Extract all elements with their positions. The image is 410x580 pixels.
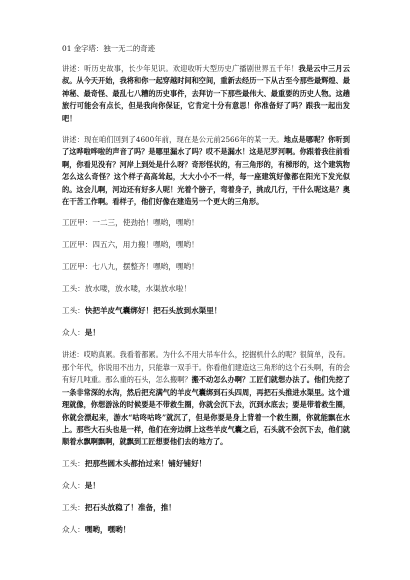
narration-paragraph — [62, 63, 350, 125]
speaker-label: 工匠甲： — [62, 240, 93, 250]
speaker-label: 工头： — [62, 502, 85, 512]
speaker-label: 众人： — [62, 524, 85, 534]
speaker-label: 工头： — [62, 458, 85, 468]
speaker-label: 讲述： — [62, 350, 84, 360]
speaker-label: 工头： — [62, 284, 85, 294]
narration-paragraph — [62, 349, 350, 448]
emphasized-text: 搬不动怎么办啊？工匠们就想办法了。他们先挖了一条非常深的水沟，然后把充满气的羊皮气囊绑到石头四周，再把石头推进水渠里。这个道理就像，你想游泳的时候要是不带救生圈，你就会沉下去，沉到水底去；要是带着救生圈，你就会漂起来，游水“咕咚咕咚”就沉了，但是你要是身上背着一个救生圈，你就能飘在水上。那些大石头也是一样，他们在旁边绑上这些羊皮气囊之后，石头就不会沉下去，他们就顺着水飘啊飘啊，就飘到工匠想要他们去的地方了。 — [62, 375, 350, 447]
line-text: 七八九，摆整齐！嘿哟，嘿哟！ — [92, 262, 199, 272]
dialogue-line — [62, 480, 350, 491]
dialogue-line — [62, 305, 350, 316]
narration-paragraph — [62, 134, 350, 208]
emphasized-text: 把那些圆木头都抬过来！铺好铺好！ — [84, 458, 207, 468]
line-text: 一二三，使劲抬！嘿哟，嘿哟！ — [92, 218, 199, 228]
line-text: 四五六，用力搬！嘿哟，嘿哟！ — [92, 240, 199, 250]
line-text: 哎哟真累。我看着都累。为什么不用大吊车什么，挖掘机什么的呢？很简单，没有。那个年代，你说用不出力，只能靠一双手干。你看他们建造这三角形的这个石头啊，有的会有好几吨重。那么重的石头，怎么搬啊？ — [62, 350, 350, 385]
emphasized-text: 是！ — [84, 480, 100, 490]
emphasized-text: 把石头放稳了！准备，推！ — [84, 502, 176, 512]
speaker-label: 众人： — [62, 328, 85, 338]
dialogue-line — [62, 502, 350, 513]
document-body — [62, 63, 350, 535]
speaker-label: 工头： — [62, 306, 85, 316]
dialogue-line — [62, 327, 350, 338]
emphasized-text: 是！ — [84, 328, 100, 338]
dialogue-line — [62, 217, 350, 228]
dialogue-line — [62, 283, 350, 294]
emphasized-text: 快把羊皮气囊绑好！把石头放到水渠里！ — [84, 306, 222, 316]
emphasized-text: 地点是哪呢？你听到了这哗啦哗啦的声音了吗？是哪里漏水了吗？哎不是漏水！这是尼罗河啊。你跟着我往前看啊，你看见没有？河岸上到处是什么呀？奇形怪状的，有三角形的，有梯形的，这个建筑物怎么这么奇怪？这个样子高高耸起，大大小小不一样，每一座建筑好像都在阳光下发光似的。这会儿啊，河边还有好多人呢！光着个膀子，弯着身子，挑成几行，干什么呢这是？奥在干苦工作啊。看样子，他们好像在建造另一个更大的三角形。 — [62, 135, 350, 207]
dialogue-line — [62, 524, 350, 535]
dialogue-line — [62, 261, 350, 272]
speaker-label: 工匠甲： — [62, 218, 93, 228]
speaker-label: 讲述： — [62, 135, 85, 145]
speaker-label: 工匠甲： — [62, 262, 93, 272]
dialogue-line — [62, 239, 350, 250]
page-title: 01 金字塔：独一无二的奇迹 — [62, 44, 156, 53]
speaker-label: 讲述： — [62, 64, 85, 73]
speaker-label: 众人： — [62, 480, 85, 490]
dialogue-line — [62, 458, 350, 469]
emphasized-text: 我是云中三月云叔。从今天开始，我将和你一起穿越时间和空间，重新去经历一下从古至今那些最辉煌、最神秘、最奇怪、最乱七八糟的历史事件，去拜访一下那些最伟大、最重要的历史人物。这趟旅行可能会有点长，但是我向你保证，它肯定十分有意思！你准备好了吗？跟我一起出发吧！ — [62, 64, 350, 123]
emphasized-text: 嘿哟，嘿哟！ — [84, 524, 131, 534]
line-text: 听历史故事，长少年见识。欢迎收听大型历史广播剧世界五千年！ — [84, 64, 299, 73]
line-text: 现在咱们回到了4600年前，现在是公元前2566年的某一天。 — [84, 135, 284, 145]
line-text: 放水喽，放水喽，水渠放水啦！ — [84, 284, 192, 294]
